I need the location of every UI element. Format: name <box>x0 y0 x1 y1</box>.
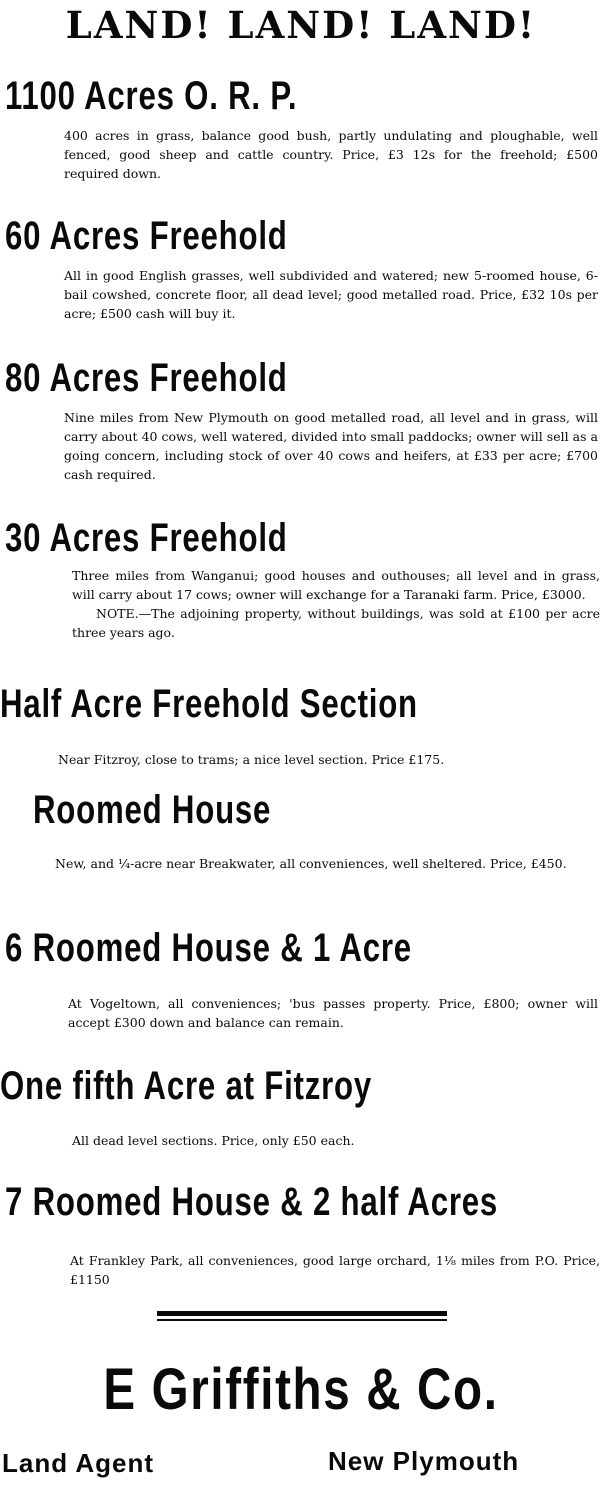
firm-name: E Griffiths & Co. <box>103 1357 499 1422</box>
listing-body-roomed-house <box>55 854 600 873</box>
divider-thin <box>157 1319 447 1321</box>
listing-text: Three miles from Wanganui; good houses and outhouses; all level and in grass, will carry about 17 cows; owner will exchange for a Taranaki farm. Price, £3000. <box>72 568 600 602</box>
listing-text: Near Fitzroy, close to trams; a nice level section. Price £175. <box>58 752 445 767</box>
listing-headline-one-fifth-acre: One fifth Acre at Fitzroy <box>0 1064 372 1108</box>
footer-land-agent: Land Agent <box>2 1448 155 1478</box>
listing-headline-7-roomed-house: 7 Roomed House & 2 half Acres <box>5 1180 499 1224</box>
listing-body-7-roomed-house <box>70 1251 600 1289</box>
listing-body-30-acres <box>72 566 600 642</box>
listing-body-1100-acres <box>64 126 598 183</box>
divider-thick <box>157 1311 447 1316</box>
listing-text: At Vogeltown, all conveniences; 'bus passes property. Price, £800; owner will accept £300 down and balance can remain. <box>68 996 598 1030</box>
listing-body-6-roomed-house <box>68 994 598 1032</box>
listing-body-80-acres <box>64 408 598 484</box>
listing-headline-80-acres: 80 Acres Freehold <box>5 356 288 400</box>
footer-new-plymouth: New Plymouth <box>328 1446 520 1476</box>
listing-note: NOTE.—The adjoining property, without buildings, was sold at £100 per acre three years ago. <box>72 606 600 640</box>
listing-text: New, and ¼-acre near Breakwater, all conveniences, well sheltered. Price, £450. <box>55 856 567 871</box>
listing-headline-half-acre-section: Half Acre Freehold Section <box>0 682 418 726</box>
listing-headline-30-acres: 30 Acres Freehold <box>5 516 288 560</box>
listing-headline-roomed-house: Roomed House <box>33 788 272 832</box>
listing-text: Nine miles from New Plymouth on good metalled road, all level and in grass, will carry about 40 cows, well watered, divided into small paddocks; owner will sell as a going concern, including stock of over 40 cows and heifers, at £33 per acre; £700 cash required. <box>64 410 598 482</box>
listing-headline-60-acres: 60 Acres Freehold <box>5 214 288 258</box>
listing-text: At Frankley Park, all conveniences, good large orchard, 1⅛ miles from P.O. Price, £1150 <box>70 1253 600 1287</box>
masthead-title: LAND! LAND! LAND! <box>65 3 537 47</box>
listing-text: All in good English grasses, well subdivided and watered; new 5-roomed house, 6-bail cowshed, concrete floor, all dead level; good metalled road. Price, £32 10s per acre; £500 cash will buy it. <box>64 268 598 321</box>
listing-headline-1100-acres: 1100 Acres O. R. P. <box>5 74 298 118</box>
listing-body-one-fifth-acre <box>72 1131 598 1150</box>
listing-body-half-acre-section <box>58 750 598 769</box>
listing-text: 400 acres in grass, balance good bush, partly undulating and ploughable, well fenced, good sheep and cattle country. Price, £3 12s for the freehold; £500 required down. <box>64 128 598 181</box>
listing-body-60-acres <box>64 266 598 323</box>
listing-text: All dead level sections. Price, only £50 each. <box>72 1133 355 1148</box>
listing-headline-6-roomed-house: 6 Roomed House & 1 Acre <box>5 926 412 970</box>
